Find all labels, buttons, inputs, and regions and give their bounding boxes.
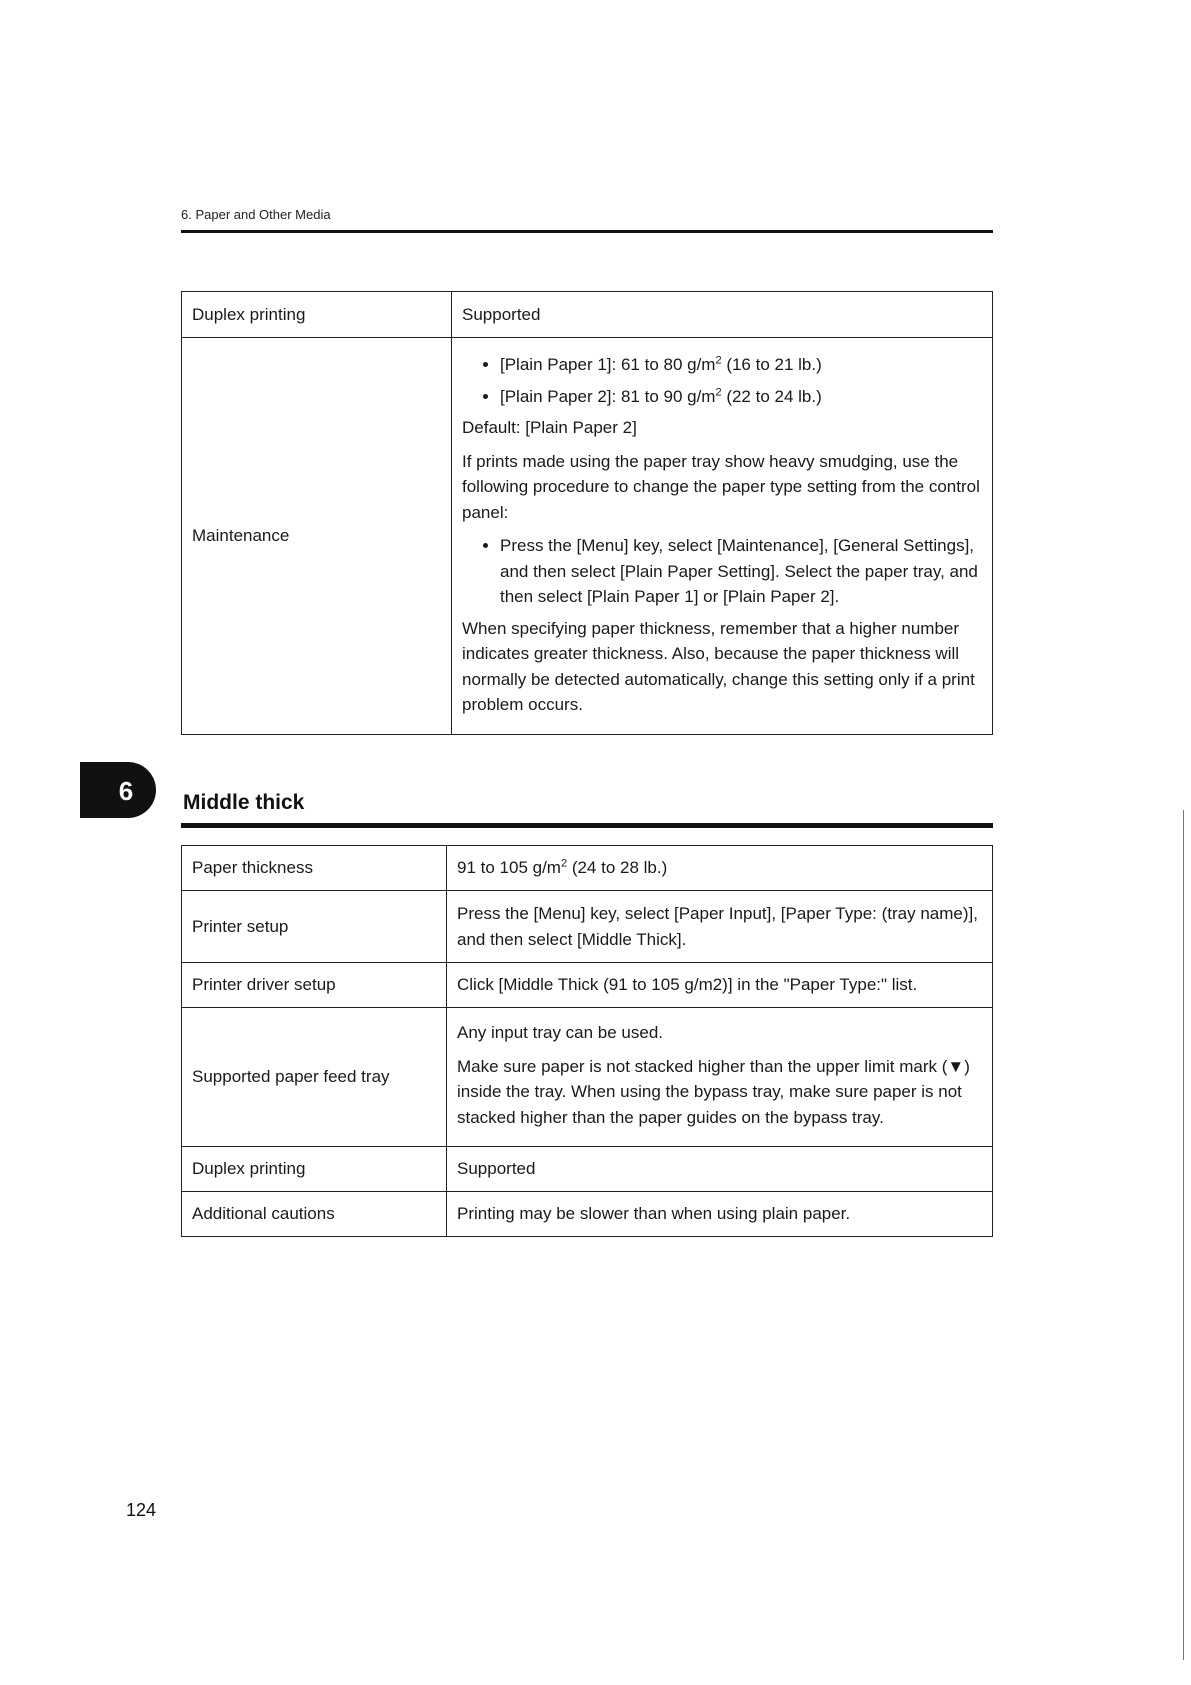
row-label-printer-setup: Printer setup <box>182 891 447 963</box>
plain-paper-list <box>462 352 982 409</box>
row-value-duplex-printing: Supported <box>452 292 993 338</box>
row-label-duplex-printing: Duplex printing <box>182 292 452 338</box>
row-value-additional-cautions: Printing may be slower than when using plain paper. <box>447 1192 993 1237</box>
table-row <box>182 292 993 338</box>
row-label-duplex-printing: Duplex printing <box>182 1147 447 1192</box>
list-item: • [Plain Paper 1]: 61 to 80 $g/m^2$ (16 to 21 lb.) <box>500 352 982 378</box>
page-number: 124 <box>126 1500 157 1520</box>
default-setting: Default: [Plain Paper 2] <box>462 418 637 437</box>
row-label-printer-driver-setup: Printer driver setup <box>182 963 447 1008</box>
list-item: • Press the [Menu] key, select [Maintenance], [General Settings], and then select [Plain Paper Setting]. Select the paper tray, and then select [Plain Paper 1] or [Plain Paper 2]. <box>500 533 982 610</box>
feed-tray-line-2: Make sure paper is not stacked higher than the upper limit mark (▼) inside the tray. When using the bypass tray, make sure paper is not stacked higher than the paper guides on the bypass tray. <box>457 1056 970 1127</box>
row-value-printer-setup: Press the [Menu] key, select [Paper Input], [Paper Type: (tray name)], and then select [Middle Thick]. <box>447 891 993 963</box>
row-label-paper-thickness: Paper thickness <box>182 846 447 891</box>
thickness-note: When specifying paper thickness, remember that a higher number indicates greater thickness. Also, because the paper thickness will normally be detected automatically, change this setting only if a print problem occurs. <box>462 618 975 714</box>
running-header: 6. Paper and Other Media <box>181 207 331 222</box>
middle-thick-spec-table <box>181 845 993 1237</box>
row-label-supported-paper-feed-tray: Supported paper feed tray <box>182 1008 447 1147</box>
table-row <box>182 963 993 1008</box>
row-value-duplex-printing: Supported <box>447 1147 993 1192</box>
section-title: Middle thick <box>183 791 305 814</box>
row-label-additional-cautions: Additional cautions <box>182 1192 447 1237</box>
table-row <box>182 891 993 963</box>
section-rule <box>181 823 993 828</box>
procedure-steps <box>462 533 982 610</box>
row-value-paper-thickness: 91 to 105 $g/m^2$ (24 to 28 lb.) <box>447 846 993 891</box>
table-row <box>182 1008 993 1147</box>
row-label-maintenance: Maintenance <box>182 338 452 735</box>
row-value-printer-driver-setup: Click [Middle Thick (91 to 105 g/m2)] in the "Paper Type:" list. <box>447 963 993 1008</box>
list-item: • [Plain Paper 2]: 81 to 90 $g/m^2$ (22 to 24 lb.) <box>500 384 982 410</box>
row-value-supported-paper-feed-tray <box>447 1008 993 1147</box>
header-rule <box>181 230 993 233</box>
table-row <box>182 338 993 735</box>
feed-tray-line-1: Any input tray can be used. <box>457 1023 664 1042</box>
table-row <box>182 1147 993 1192</box>
chapter-number: 6 <box>118 776 134 806</box>
table-row <box>182 846 993 891</box>
scan-margin-line <box>1183 810 1184 1660</box>
limit-mark-icon: ▼ <box>947 1056 965 1076</box>
paper-spec-table-continued <box>181 291 993 735</box>
row-value-maintenance <box>452 338 993 735</box>
chapter-tab <box>80 762 156 818</box>
table-row <box>182 1192 993 1237</box>
procedure-intro: If prints made using the paper tray show heavy smudging, use the following procedure to change the paper type setting from the control panel: <box>462 451 980 522</box>
